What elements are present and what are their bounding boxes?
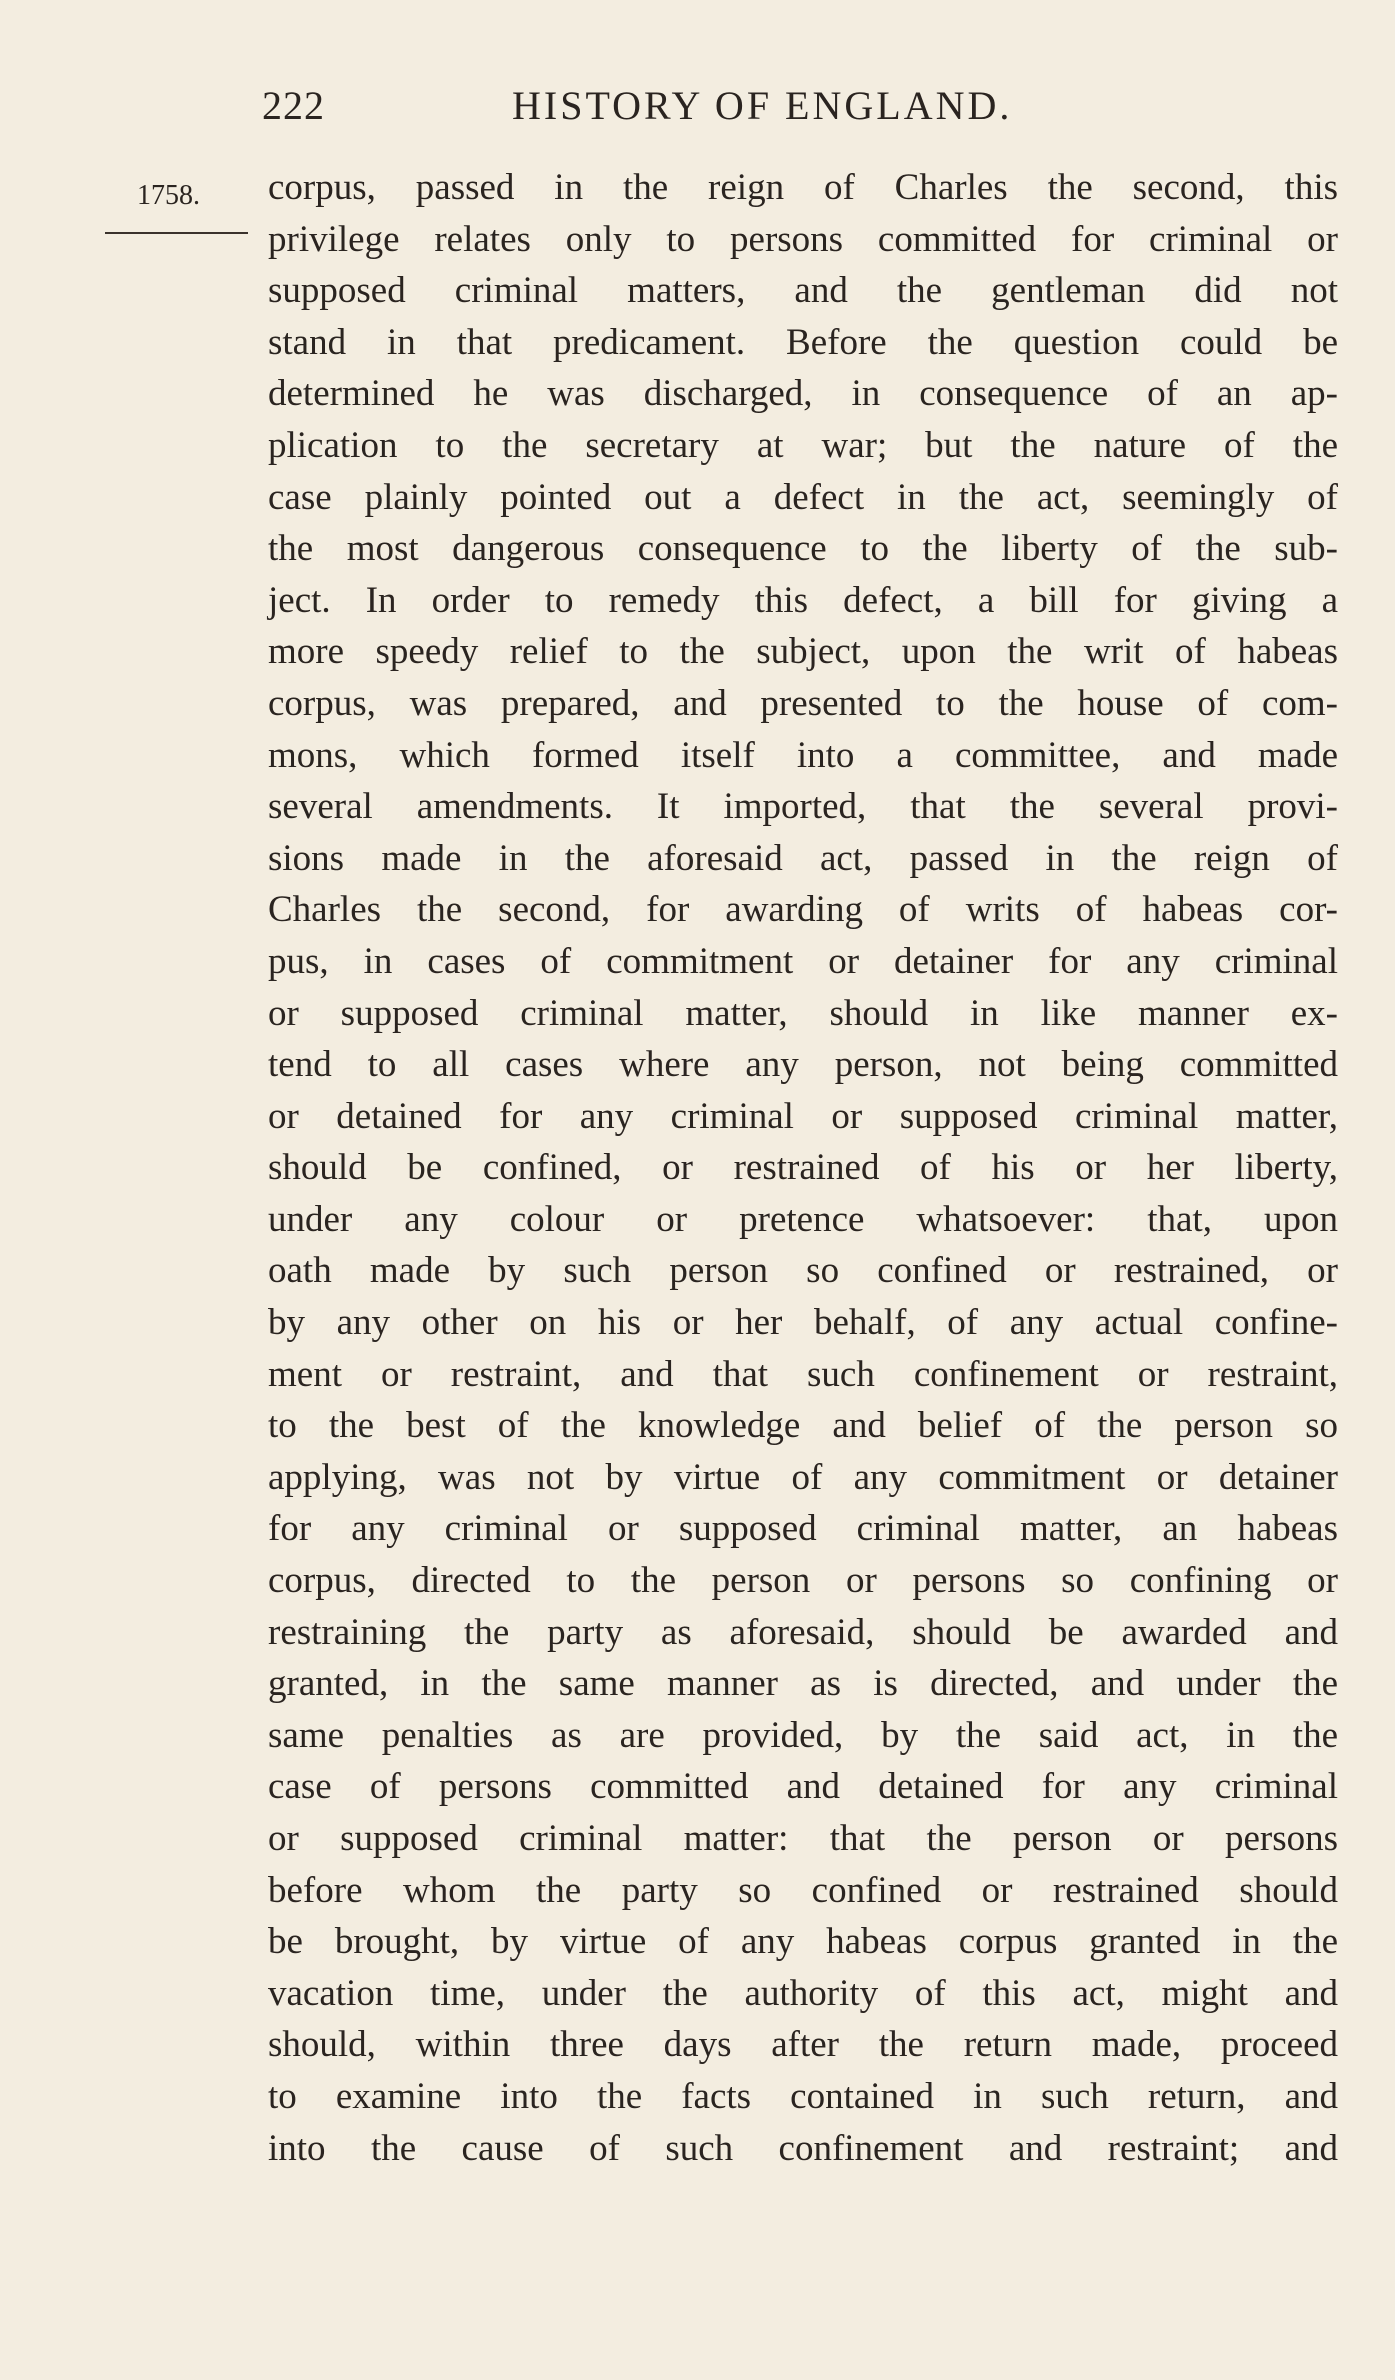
text-line: oath made by such person so confined or restrained, or bbox=[268, 1250, 1338, 1292]
text-line: before whom the party so confined or restrained should bbox=[268, 1869, 1338, 1911]
text-line: applying, was not by virtue of any commitment or detainer bbox=[268, 1456, 1338, 1498]
text-line: for any criminal or supposed criminal matter, an habeas bbox=[268, 1508, 1338, 1550]
text-line: corpus, directed to the person or persons so confining or bbox=[268, 1560, 1338, 1602]
text-line: or detained for any criminal or supposed criminal matter, bbox=[268, 1095, 1338, 1137]
margin-rule-divider bbox=[105, 232, 248, 234]
body-text bbox=[268, 162, 1338, 2174]
text-line: mons, which formed itself into a committee, and made bbox=[268, 734, 1338, 776]
text-line: corpus, was prepared, and presented to the house of com- bbox=[268, 682, 1338, 724]
page-number: 222 bbox=[262, 83, 325, 128]
text-line: determined he was discharged, in consequence of an ap- bbox=[268, 373, 1338, 415]
text-line: should, within three days after the return made, proceed bbox=[268, 2024, 1338, 2066]
text-line: granted, in the same manner as is directed, and under the bbox=[268, 1663, 1338, 1705]
text-line: should be confined, or restrained of his or her liberty, bbox=[268, 1147, 1338, 1189]
text-line: vacation time, under the authority of this act, might and bbox=[268, 1972, 1338, 2014]
text-line: sions made in the aforesaid act, passed in the reign of bbox=[268, 837, 1338, 879]
text-line: corpus, passed in the reign of Charles the second, this bbox=[268, 167, 1338, 208]
text-line: supposed criminal matters, and the gentleman did not bbox=[268, 270, 1338, 312]
text-line: ment or restraint, and that such confinement or restraint, bbox=[268, 1353, 1338, 1395]
text-line: privilege relates only to persons committed for criminal or bbox=[268, 218, 1338, 260]
text-line: or supposed criminal matter: that the person or persons bbox=[268, 1818, 1338, 1859]
text-line: same penalties as are provided, by the said act, in the bbox=[268, 1714, 1338, 1756]
text-line: case plainly pointed out a defect in the act, seemingly of bbox=[268, 476, 1338, 518]
text-line: under any colour or pretence whatsoever: that, upon bbox=[268, 1198, 1338, 1240]
text-line: Charles the second, for awarding of writs of habeas cor- bbox=[268, 889, 1338, 931]
text-line: tend to all cases where any person, not being committed bbox=[268, 1044, 1338, 1086]
text-line: the most dangerous consequence to the liberty of the sub- bbox=[268, 528, 1338, 570]
text-line: be brought, by virtue of any habeas corpus granted in the bbox=[268, 1921, 1338, 1963]
margin-year-note: 1758. bbox=[137, 180, 200, 211]
text-line: pus, in cases of commitment or detainer for any criminal bbox=[268, 940, 1338, 982]
text-line: stand in that predicament. Before the question could be bbox=[268, 321, 1338, 363]
text-line: several amendments. It imported, that the several provi- bbox=[268, 786, 1338, 828]
page-header bbox=[262, 82, 1322, 142]
text-line: more speedy relief to the subject, upon the writ of habeas bbox=[268, 631, 1338, 673]
text-line: ject. In order to remedy this defect, a bill for giving a bbox=[268, 579, 1338, 621]
text-line: plication to the secretary at war; but the nature of the bbox=[268, 424, 1338, 466]
text-line: by any other on his or her behalf, of any actual confine- bbox=[268, 1302, 1338, 1344]
text-line: or supposed criminal matter, should in like manner ex- bbox=[268, 992, 1338, 1034]
running-title: HISTORY OF ENGLAND. bbox=[512, 83, 1013, 128]
text-line: to examine into the facts contained in such return, and bbox=[268, 2075, 1338, 2117]
text-line: into the cause of such confinement and restraint; and bbox=[268, 2127, 1338, 2169]
text-line: case of persons committed and detained for any criminal bbox=[268, 1766, 1338, 1808]
text-line: restraining the party as aforesaid, should be awarded and bbox=[268, 1611, 1338, 1653]
text-line: to the best of the knowledge and belief of the person so bbox=[268, 1405, 1338, 1447]
